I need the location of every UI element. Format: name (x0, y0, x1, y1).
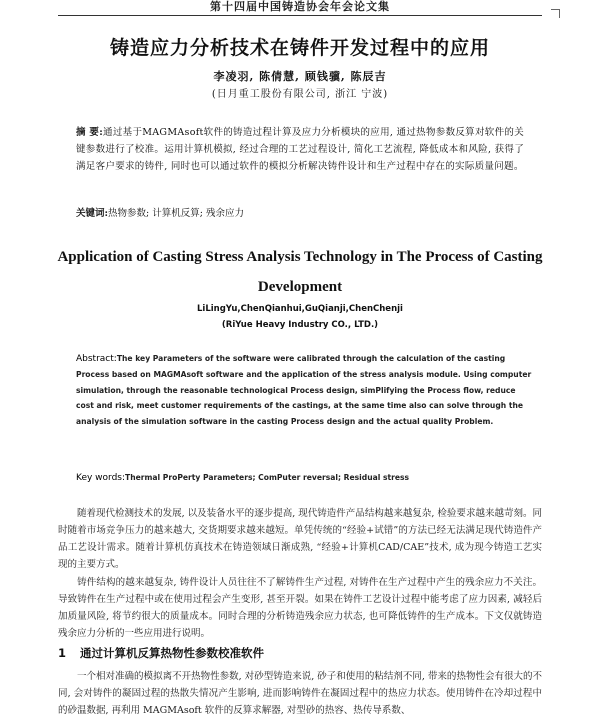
running-header: 第十四届中国铸造协会年会论文集 (210, 0, 390, 13)
english-abstract-text: The key Parameters of the software were calibrated through the calculation of the casting Process based on MAGMAsoft software and the application of the stress analysis module. Using computer simulation, through the reasonable technological Process design, simPlifying the Process flow, reduce cost and risk, meet customer requirements of the castings, at the same time also can solve through the analysis of the simulation software in the casting Process design and the actual quality Problem. (76, 354, 532, 426)
body-paragraph-2 (58, 574, 542, 642)
corner-mark-icon (551, 9, 560, 18)
body-paragraph-1 (58, 505, 542, 573)
chinese-title: 铸造应力分析技术在铸件开发过程中的应用 (109, 37, 490, 59)
chinese-abstract (76, 124, 524, 175)
section-number: 1 (58, 646, 67, 660)
english-keywords-text: Thermal ProPerty Parameters; ComPuter reversal; Residual stress (125, 473, 410, 482)
english-authors: LiLingYu,ChenQianhui,GuQianji,ChenChenji (197, 304, 403, 314)
english-keywords-label: Key words: (76, 473, 126, 483)
chinese-affiliation: (日月重工股份有限公司, 浙江 宁波) (211, 89, 389, 100)
english-affiliation: (RiYue Heavy Industry CO., LTD.) (221, 320, 379, 330)
chinese-abstract-label: 摘 要: (76, 127, 104, 138)
section-title: 通过计算机反算热物性参数校准软件 (80, 646, 264, 660)
body-paragraph-2-text: 铸件结构的越来越复杂, 铸件设计人员往往不了解铸件生产过程, 对铸件在生产过程中产生的残余应力不关注。导致铸件在生产过程中或在使用过程会产生变形, 甚至开裂。如果在铸件工艺设计过程中能考虑了应力因素, 减轻后加质量风险, 将节约很大的质量成本。同时合理的分析铸造残余应力状态, 也可降低铸件的生产成本。下文仅就铸造残余应力分析的一些应用进行说明。 (58, 577, 542, 639)
chinese-keywords-label: 关键词: (76, 208, 109, 219)
body-paragraph-1-text: 随着现代检测技术的发展, 以及装备水平的逐步提高, 现代铸造件产品结构越来越复杂, 检验要求越来越苛刻。同时随着市场竞争压力的越来越大, 交货期要求越来越短。单凭传统的“经验+试错”的方法已经无法满足现代铸造件产品工艺设计需求。随着计算机仿真技术在铸造领域日渐成熟, “经验+计算机CAD/CAE”技术, 成为现今铸造工艺实现的主要方式。 (58, 508, 542, 570)
chinese-abstract-text: 通过基于MAGMAsoft软件的铸造过程计算及应力分析模块的应用, 通过热物参数反算对软件的关键参数进行了校准。运用计算机模拟, 经过合理的工艺过程设计, 简化工艺流程, 降低成本和风险, 获得了满足客户要求的铸件, 同时也可以通过软件的模拟分析解决铸件设计和生产过程中存在的实际质量问题。 (76, 127, 524, 172)
body-paragraph-3 (58, 668, 542, 719)
chinese-keywords-text: 热物参数; 计算机反算; 残余应力 (108, 208, 244, 219)
english-title: Application of Casting Stress Analysis Technology in The Process of Casting Development (57, 249, 543, 295)
chinese-keywords (76, 207, 524, 221)
english-abstract-label: Abstract: (76, 354, 117, 364)
header-rule (58, 15, 542, 16)
english-abstract (76, 351, 536, 429)
english-keywords (76, 471, 536, 485)
section-heading-1 (58, 645, 542, 661)
chinese-authors: 李凌羽, 陈倩慧, 顾钱骥, 陈辰吉 (213, 70, 387, 83)
body-paragraph-3-text: 一个相对准确的模拟离不开热物性参数, 对砂型铸造来说, 砂子和使用的粘结剂不同, 带来的热物性会有很大的不同, 会对铸件的凝固过程的热散失情况产生影响, 进而影响铸件在凝固过程中的热应力状态。使用铸件在冷却过程中的砂温数据, 再利用 MAGMAsoft 软件的反算求解器, 对型砂的热容、热传导系数、 (58, 671, 542, 716)
